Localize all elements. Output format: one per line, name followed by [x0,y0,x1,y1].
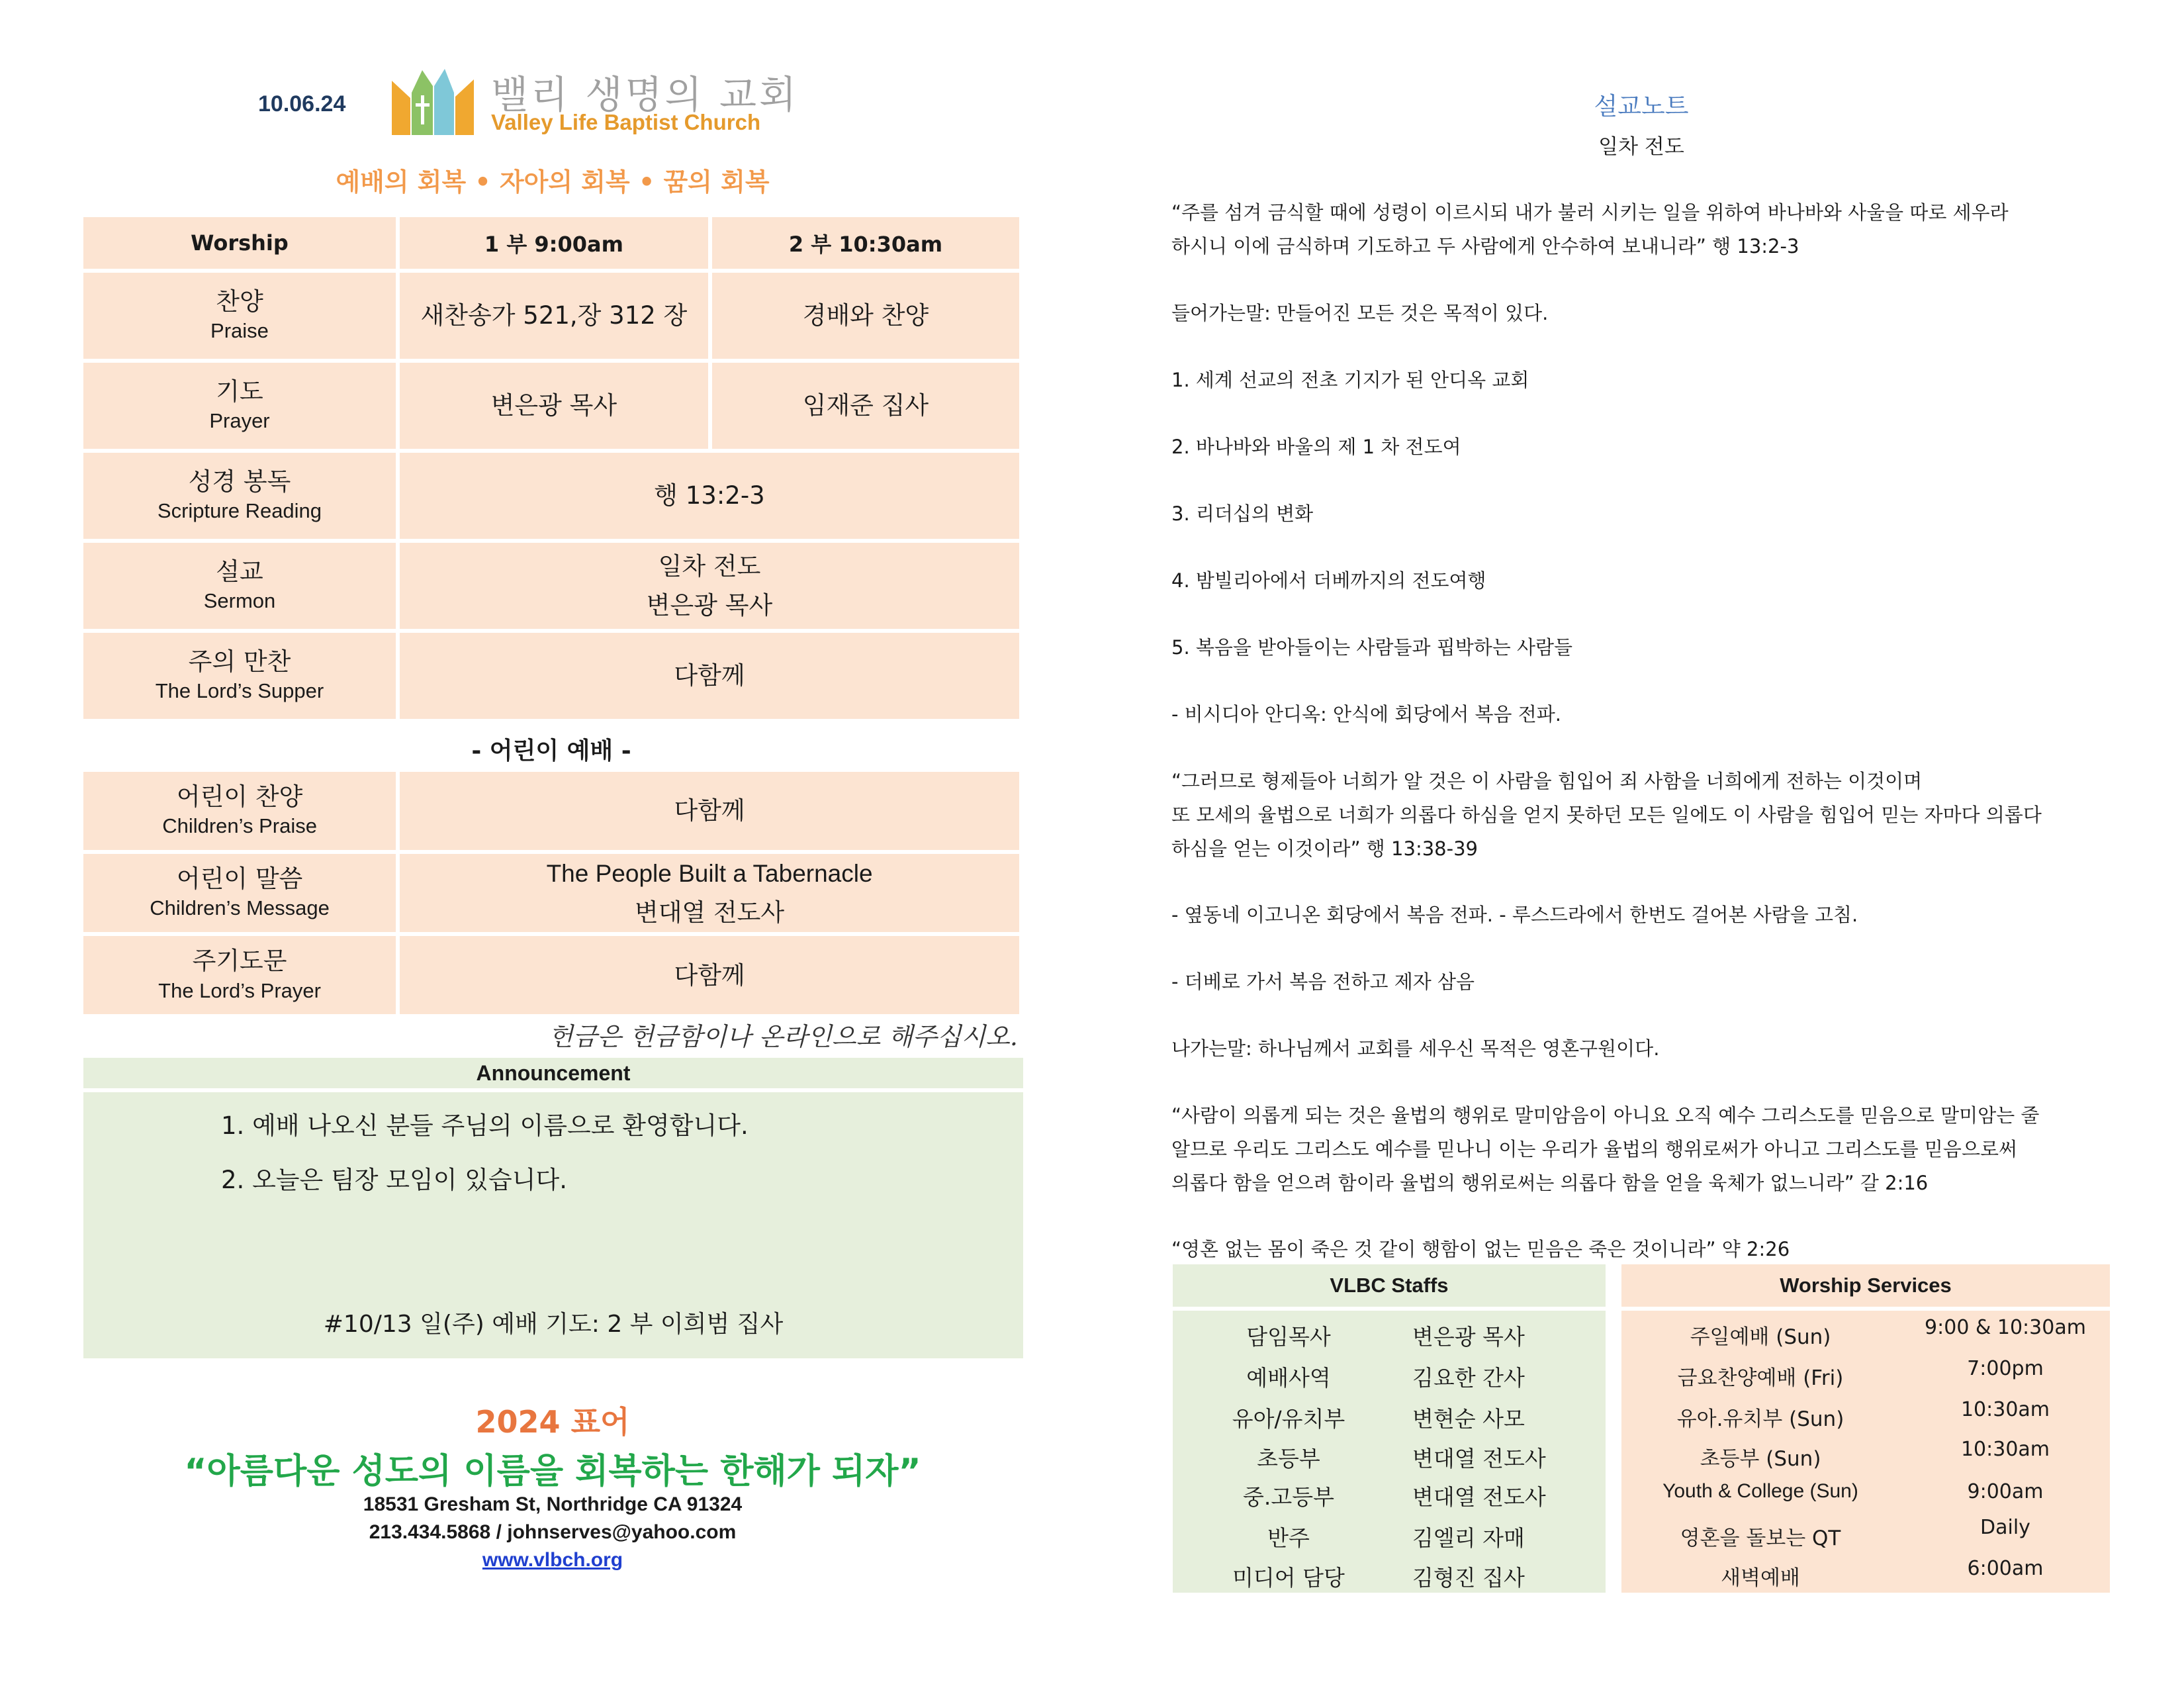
table-row-prayer [83,363,1019,449]
offering-note: 헌금은 헌금함이나 온라인으로 해주십시오. [548,1022,1018,1051]
service-time: 9:00am [1967,1480,2044,1503]
service-row [1621,1316,2110,1360]
staff-name: 변현순 사모 [1412,1406,1525,1432]
service-row [1621,1516,2110,1561]
kids-message-speaker: 변대열 전도사 [634,898,785,927]
staff-row [1173,1361,1606,1401]
staff-name: 변은광 목사 [1412,1324,1525,1350]
note-line: - 옆동네 이고니온 회당에서 복음 전파. - 루스드라에서 한번도 걸어본 사람을 고침. [1171,904,1858,926]
note-line: - 비시디아 안디옥: 안식에 회당에서 복음 전파. [1171,703,1562,726]
sermon-pastor: 변은광 목사 [646,591,773,620]
prayer-label-ko: 기도 [216,377,263,406]
service-name: Youth & College (Sun) [1662,1480,1858,1502]
staff-role: 반주 [1267,1525,1310,1551]
kids-message-label-ko: 어린이 말씀 [176,865,303,894]
header-worship: Worship [83,217,396,269]
scripture-label-ko: 성경 봉독 [188,467,291,496]
staff-name: 김형진 집사 [1412,1565,1525,1591]
announcement-item: 1. 예배 나오신 분들 주님의 이름으로 환영합니다. [221,1111,749,1140]
prayer-second-value: 임재준 집사 [802,391,929,420]
table-row-kids-praise [83,772,1019,850]
kids-message-title: The People Built a Tabernacle [546,860,873,887]
note-line: - 더베로 가서 복음 전하고 제자 삼음 [1171,970,1475,993]
kids-worship-title: - 어린이 예배 - [471,737,631,765]
service-row [1621,1398,2110,1442]
note-line: 5. 복음을 받아들이는 사람들과 핍박하는 사람들 [1171,636,1573,659]
note-line: “사람이 의롭게 되는 것은 율법의 행위로 말미암음이 아니요 오직 예수 그리스도를 믿음으로 말미암는 줄 [1171,1104,2040,1127]
prayer-label-en: Prayer [209,409,270,433]
service-time: 10:30am [1960,1398,2050,1421]
row-label [83,453,396,539]
kids-prayer-label-ko: 주기도문 [192,947,287,976]
header-first-service: 1 부 9:00am [400,217,708,269]
church-name-korean: 밸리 생명의 교회 [491,72,799,117]
note-line: “영혼 없는 몸이 죽은 것 같이 행함이 없는 믿음은 죽은 것이니라” 약 2:26 [1171,1238,1790,1260]
year-slogan: “아름다운 성도의 이름을 회복하는 한해가 되자” [184,1452,921,1491]
year-motto-title: 2024 표어 [475,1404,630,1440]
staff-row [1173,1521,1606,1561]
note-line: 하심을 얻는 이것이라” 행 13:38-39 [1171,837,1478,860]
sermon-notes-title: 설교노트 [1594,92,1689,120]
praise-first-value: 새찬송가 521,장 312 장 [420,301,688,330]
service-row [1621,1357,2110,1401]
table-row-sermon [83,543,1019,629]
service-row [1621,1480,2110,1520]
kids-praise-value: 다함께 [674,796,745,825]
staff-table-title: VLBC Staffs [1330,1274,1449,1297]
note-line: 들어가는말: 만들어진 모든 것은 목적이 있다. [1171,302,1549,324]
worship-services-table [1621,1264,2110,1593]
worship-order-table [79,213,1023,723]
announcement-box [83,1092,1023,1358]
staff-role: 예배사역 [1246,1365,1331,1391]
row-label [83,543,396,629]
church-address: 18531 Gresham St, Northridge CA 91324 [363,1493,743,1515]
note-line: 3. 리더십의 변화 [1171,502,1314,525]
services-table-title: Worship Services [1780,1274,1952,1297]
note-line: 4. 밤빌리아에서 더베까지의 전도여행 [1171,569,1486,592]
church-contact: 213.434.5868 / johnserves@yahoo.com [369,1521,737,1543]
service-time: 10:30am [1960,1438,2050,1461]
divider [1173,1307,1606,1311]
staff-role: 미디어 담당 [1232,1565,1345,1591]
sermon-notes-subtitle: 일차 전도 [1598,135,1684,159]
praise-label-ko: 찬양 [216,287,263,316]
staff-name: 변대열 전도사 [1412,1446,1546,1472]
note-line: 의롭다 함을 얻으려 함이라 율법의 행위로써는 의롭다 함을 얻을 육체가 없느니라” 갈 2:16 [1171,1172,1929,1194]
table-header-row [83,217,1019,269]
staff-role: 유아/유치부 [1232,1406,1345,1432]
table-row-kids-prayer [83,936,1019,1014]
service-time: 7:00pm [1967,1357,2044,1380]
divider [1621,1307,2110,1311]
sermon-title: 일차 전도 [658,551,761,581]
note-line: “주를 섬겨 금식할 때에 성령이 이르시되 내가 불러 시키는 일을 위하여 바나바와 사울을 따로 세우라 [1171,201,2009,224]
service-time: 9:00 & 10:30am [1925,1316,2086,1339]
church-motto: 예배의 회복 • 자아의 회복 • 꿈의 회복 [336,167,770,197]
table-row-supper [83,633,1019,719]
note-line: 하시니 이에 금식하며 기도하고 두 사람에게 안수하여 보내니라” 행 13:2-3 [1171,235,1799,258]
note-line: 2. 바나바와 바울의 제 1 차 전도여 [1171,436,1461,458]
praise-label-en: Praise [210,319,269,343]
staff-row [1173,1480,1606,1520]
announcement-item: 2. 오늘은 팀장 모임이 있습니다. [221,1166,568,1194]
row-label [83,363,396,449]
service-row [1621,1557,2110,1601]
supper-value: 다함께 [674,661,745,690]
service-time: 6:00am [1967,1557,2044,1580]
note-line: 1. 세계 선교의 전초 기지가 된 안디옥 교회 [1171,369,1529,391]
supper-label-en: The Lord’s Supper [155,679,324,703]
bulletin-date: 10.06.24 [258,91,346,117]
staff-row [1173,1402,1606,1442]
staff-role: 중.고등부 [1242,1484,1334,1510]
staff-name: 김요한 간사 [1412,1365,1525,1391]
service-name: 영혼을 돌보는 QT [1680,1526,1841,1550]
table-row-kids-message [83,854,1019,932]
kids-worship-table [79,768,1023,1018]
church-logo-icon [392,66,474,135]
note-line: “그러므로 형제들아 너희가 알 것은 이 사람을 힘입어 죄 사함을 너희에게 전하는 이것이며 [1171,770,1923,792]
table-row-praise [83,273,1019,359]
staff-row [1173,1320,1606,1360]
scripture-label-en: Scripture Reading [157,499,322,523]
staff-name: 김엘리 자매 [1412,1525,1525,1551]
staff-name: 변대열 전도사 [1412,1484,1546,1510]
note-line: 알므로 우리도 그리스도 예수를 믿나니 이는 우리가 율법의 행위로써가 아니고 그리스도를 믿음으로써 [1171,1138,2017,1160]
service-row [1621,1438,2110,1481]
note-line: 또 모세의 율법으로 너희가 의롭다 하심을 얻지 못하던 모든 일에도 이 사람을 힘입어 믿는 자마다 의롭다 [1171,804,2042,826]
church-website-link[interactable]: www.vlbch.org [482,1549,623,1571]
row-label [83,273,396,359]
service-name: 주일예배 (Sun) [1690,1325,1831,1349]
kids-prayer-label-en: The Lord’s Prayer [158,978,321,1002]
service-name: 유아.유치부 (Sun) [1676,1407,1844,1431]
row-label [83,633,396,719]
supper-label-ko: 주의 만찬 [188,647,291,676]
service-name: 초등부 (Sun) [1700,1447,1821,1471]
prayer-first-value: 변은광 목사 [490,391,617,420]
header-second-service: 2 부 10:30am [712,217,1019,269]
kids-praise-label-ko: 어린이 찬양 [176,782,303,811]
note-line: 나가는말: 하나님께서 교회를 세우신 목적은 영혼구원이다. [1171,1037,1660,1060]
service-name: 금요찬양예배 (Fri) [1677,1366,1844,1390]
scripture-value: 행 13:2-3 [654,481,765,510]
staff-row [1173,1561,1606,1601]
sermon-label-en: Sermon [203,589,276,613]
announcement-title: Announcement [83,1058,1023,1088]
staff-row [1173,1442,1606,1481]
church-name-english: Valley Life Baptist Church [491,110,761,134]
kids-prayer-value: 다함께 [674,961,745,990]
next-week-prayer: #10/13 일(주) 예배 기도: 2 부 이희범 집사 [323,1311,784,1338]
table-row-scripture [83,453,1019,539]
staff-role: 초등부 [1257,1446,1320,1472]
kids-praise-label-en: Children’s Praise [162,814,317,838]
staff-role: 담임목사 [1246,1324,1331,1350]
kids-message-label-en: Children’s Message [150,896,330,920]
service-time: Daily [1980,1516,2030,1539]
service-name: 새벽예배 [1721,1566,1800,1590]
staff-table [1173,1264,1606,1593]
sermon-label-ko: 설교 [216,557,263,586]
praise-second-value: 경배와 찬양 [802,301,929,330]
